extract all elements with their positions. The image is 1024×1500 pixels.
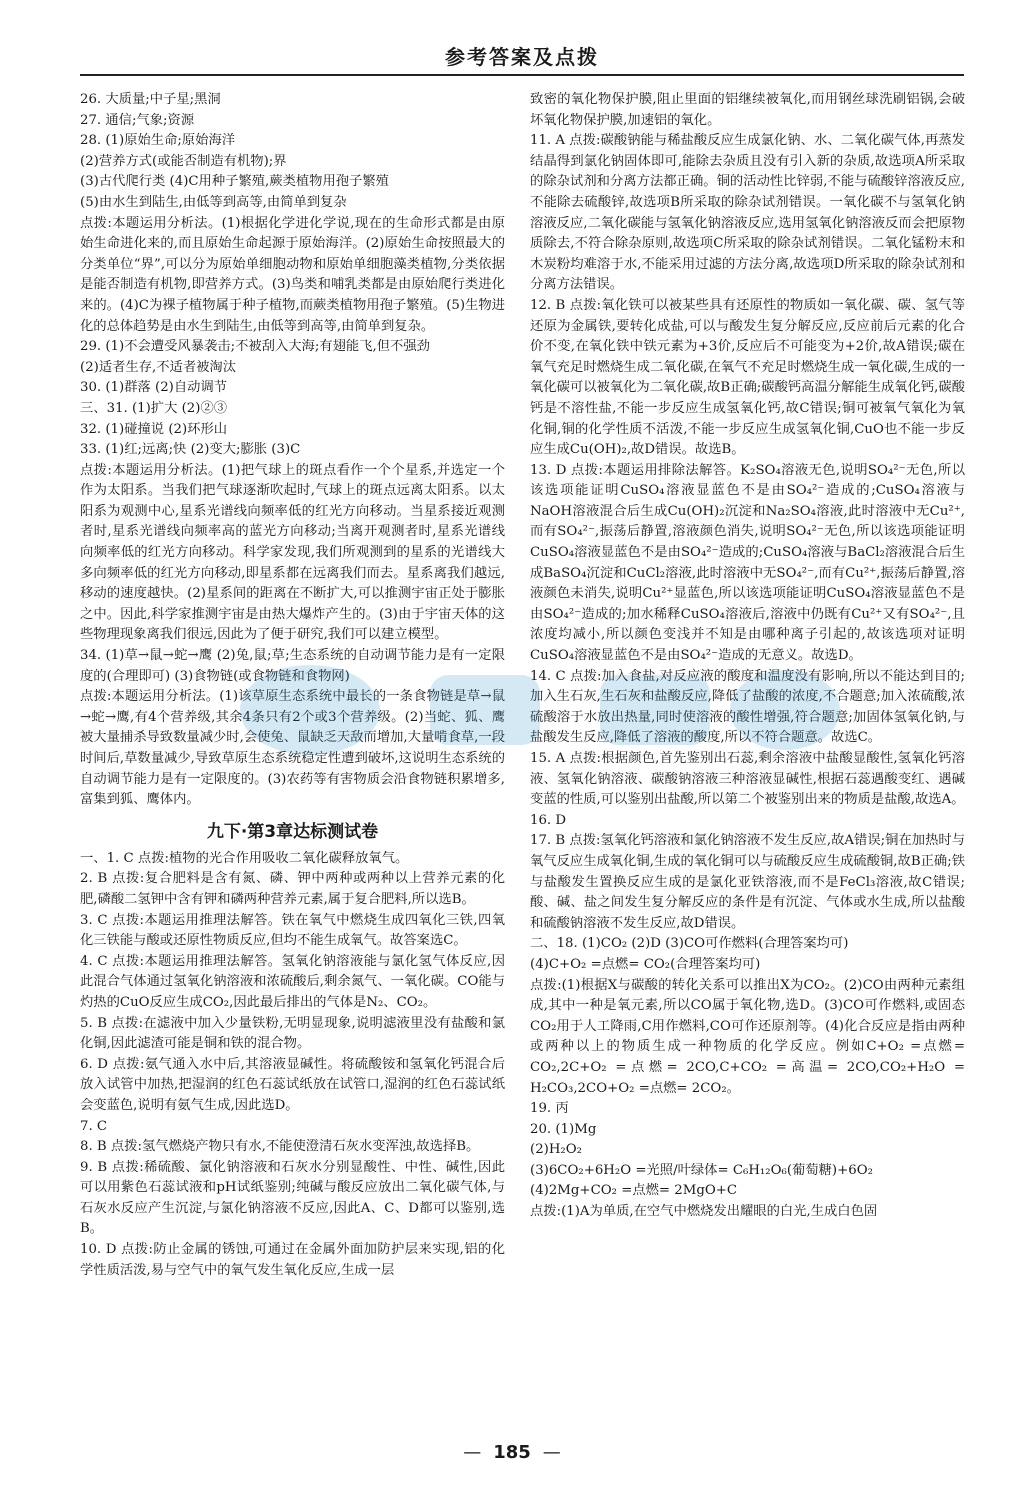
answer-line: 27. 通信;气象;资源 bbox=[80, 112, 195, 128]
answer-line: 一、1. C 点拨:植物的光合作用吸收二氧化碳释放氧气。 bbox=[80, 850, 409, 866]
answer-explanation: 点拨:本题运用分析法。(1)该草原生态系统中最长的一条食物链是草→鼠→蛇→鹰,有4个营养级,其余4条只有2个或3个营养级。(2)当蛇、狐、鹰被大量捕杀导致数量减少时,会使兔、鼠缺乏天敌而增加,大量啃食草,一段时间后,草数量减少,导致草原生态系统稳定性遭到破坏,这说明生态系统的自动调节能力是有一定限度的。(3)农药等有害物质会沿食物链积累增多,富集到狐、鹰体内。 bbox=[80, 689, 505, 808]
answer-line: 30. (1)群落 (2)自动调节 bbox=[80, 380, 228, 396]
answer-line: 15. A 点拨:根据颜色,首先鉴别出石蕊,剩余溶液中盐酸显酸性,氢氧化钙溶液、氢氧化钠溶液、碳酸钠溶液三种溶液显碱性,根据石蕊遇酸变红、遇碱变蓝的性质,可以鉴别出盐酸,所以第二个被鉴别出来的物质是盐酸,故选A。 bbox=[530, 751, 965, 808]
page-header bbox=[80, 40, 964, 76]
answer-explanation: 点拨:(1)根据X与碳酸的转化关系可以推出X为CO₂。(2)CO由两种元素组成,其中一种是氧元素,所以CO属于氧化物,选D。(3)CO可作燃料,或固态CO₂用于人工降雨,C用作燃料,CO可作还原剂等。(4)化合反应是指由两种或两种以上的物质生成一种物质的化学反应。例如C+O₂ =点燃= CO₂,2C+O₂ =点燃= 2CO,C+CO₂ =高温= 2CO,CO₂+H₂O = H₂CO₃,2CO+O₂ =点燃= 2CO₂。 bbox=[530, 977, 965, 1096]
answer-line: 三、31. (1)扩大 (2)②③ bbox=[80, 400, 228, 416]
answer-line: 14. C 点拨:加入食盐,对反应液的酸度和温度没有影响,所以不能达到目的;加入生石灰,生石灰和盐酸反应,降低了盐酸的浓度,不合题意;加入浓硫酸,浓硫酸溶于水放出热量,同时使溶液的酸性增强,符合题意;加固体氢氧化钠,与盐酸发生反应,降低了溶液的酸度,所以不符合题意。故选C。 bbox=[530, 668, 965, 746]
answer-line: 8. B 点拨:氢气燃烧产物只有水,不能使澄清石灰水变浑浊,故选择B。 bbox=[80, 1139, 480, 1155]
answer-line: 7. C bbox=[80, 1118, 108, 1134]
answer-line: 二、18. (1)CO₂ (2)D (3)CO可作燃料(合理答案均可) bbox=[530, 936, 849, 952]
section-title: 九下·第3章达标测试卷 bbox=[206, 821, 379, 842]
answer-line: 6. D 点拨:氨气通入水中后,其溶液显碱性。将硫酸铵和氢氧化钙混合后放入试管中加热,把湿润的红色石蕊试纸放在试管口,湿润的红色石蕊试纸会变蓝色,说明有氨气生成,因此选D。 bbox=[80, 1056, 505, 1113]
answer-line: 13. D 点拨:本题运用排除法解答。K₂SO₄溶液无色,说明SO₄²⁻无色,所以该选项能证明CuSO₄溶液显蓝色不是由SO₄²⁻造成的;CuSO₄溶液与NaOH溶液混合后生成Cu(OH)₂沉淀和Na₂SO₄溶液,此时溶液中无Cu²⁺,而有SO₄²⁻,振荡后静置,溶液颜色消失,说明SO₄²⁻无色,所以该选项能证明CuSO₄溶液显蓝色不是由SO₄²⁻造成的;CuSO₄溶液与BaCl₂溶液混合后生成BaSO₄沉淀和CuCl₂溶液,此时溶液中无SO₄²⁻,而有Cu²⁺,振荡后静置,溶液颜色未消失,说明Cu²⁺显蓝色,所以该选项能证明CuSO₄溶液显蓝色不是由SO₄²⁻造成的;加水稀释CuSO₄溶液后,溶液中仍既有Cu²⁺又有SO₄²⁻,且浓度均减小,所以颜色变浅并不知是由哪种离子引起的,故该选项对证明CuSO₄溶液显蓝色不是由SO₄²⁻造成的无意义。故选D。 bbox=[530, 462, 965, 664]
answer-line: 17. B 点拨:氢氧化钙溶液和氯化钠溶液不发生反应,故A错误;铜在加热时与氧气反应生成氧化铜,生成的氧化铜可以与硫酸反应生成硫酸铜,故B正确;铁与盐酸发生置换反应生成的是氯化亚铁溶液,而不是FeCl₃溶液,故C错误;酸、碱、盐之间发生复分解反应的条件是有沉淀、气体或水生成,所以盐酸和硫酸钠溶液不发生反应,故D错误。 bbox=[530, 833, 965, 931]
answer-line: (5)由水生到陆生,由低等到高等,由简单到复杂 bbox=[80, 194, 347, 210]
answer-line: (2)营养方式(或能否制造有机物);界 bbox=[80, 153, 287, 169]
answer-line: 32. (1)碰撞说 (2)环形山 bbox=[80, 421, 228, 437]
answer-line: 11. A 点拨:碳酸钠能与稀盐酸反应生成氯化钠、水、二氧化碳气体,再蒸发结晶得到氯化钠固体即可,能除去杂质且没有引入新的杂质,故选项A所采取的除杂试剂和分离方法都正确。铜的活动性比锌弱,不能与硫酸锌溶液反应,不能除去硫酸锌,故选项B所采取的除杂试剂错误。一氧化碳不与氢氧化钠溶液反应,二氧化碳能与氢氧化钠溶液反应,选用氢氧化钠溶液反而会把原物质除去,不符合除杂原则,故选项C所采取的除杂试剂错误。二氧化锰粉末和木炭粉均难溶于水,不能采用过滤的方法分离,故选项D所采取的除杂试剂和分离方法错误。 bbox=[530, 133, 965, 293]
answer-line: 点拨:(1)A为单质,在空气中燃烧发出耀眼的白光,生成白色固 bbox=[530, 1204, 878, 1220]
answer-line: (4)C+O₂ =点燃= CO₂(合理答案均可) bbox=[530, 956, 761, 972]
answer-line: 33. (1)红;远离;快 (2)变大;膨胀 (3)C bbox=[80, 442, 301, 458]
answer-line: (3)6CO₂+6H₂O =光照/叶绿体= C₆H₁₂O₆(葡萄糖)+6O₂ bbox=[530, 1162, 873, 1178]
answer-line: (4)2Mg+CO₂ =点燃= 2MgO+C bbox=[530, 1183, 738, 1199]
page-number: — 185 — bbox=[0, 1442, 1024, 1463]
answer-line: 3. C 点拨:本题运用推理法解答。铁在氧气中燃烧生成四氧化三铁,四氧化三铁能与酸或还原性物质反应,但均不能生成氧气。故答案选C。 bbox=[80, 912, 505, 949]
header-title: 参考答案及点拨 bbox=[445, 45, 599, 69]
answer-line: 5. B 点拨:在滤液中加入少量铁粉,无明显现象,说明滤液里没有盐酸和氯化铜,因此滤渣可能是铜和铁的混合物。 bbox=[80, 1015, 505, 1052]
answer-line: 34. (1)草→鼠→蛇→鹰 (2)兔,鼠;草;生态系统的自动调节能力是有一定限度的(合理即可) (3)食物链(或食物链和食物网) bbox=[80, 648, 505, 684]
answer-line: (2)H₂O₂ bbox=[530, 1142, 582, 1158]
answer-line: 19. 丙 bbox=[530, 1101, 569, 1117]
answer-line: 12. B 点拨:氧化铁可以被某些具有还原性的物质如一氧化碳、碳、氢气等还原为金属铁,要转化成盐,可以与酸发生复分解反应,反应前后元素的化合价不变,在氧化铁中铁元素为+3价,反应后不可能变为+2价,故A错误;碳在氧气充足时燃烧生成二氧化碳,在氧气不充足时燃烧生成一氧化碳,生成的一氧化碳可以被氧化为二氧化碳,故B正确;碳酸钙高温分解能生成氧化钙,碳酸钙是不溶性盐,不能一步反应生成氢氧化钙,故C错误;铜可被氧气氧化为氧化铜,铜的化学性质不活泼,不能一步反应生成氢氧化铜,CuO也不能一步反应生成Cu(OH)₂,故D错误。故选B。 bbox=[530, 297, 965, 458]
answer-line: (2)适者生存,不适者被淘汰 bbox=[80, 359, 237, 375]
left-column bbox=[80, 90, 505, 1281]
answer-line: 致密的氧化物保护膜,阻止里面的铝继续被氧化,而用钢丝球洗刷铝锅,会破坏氧化物保护膜,加速铝的氧化。 bbox=[530, 92, 965, 128]
answer-line: 9. B 点拨:稀硫酸、氯化钠溶液和石灰水分别显酸性、中性、碱性,因此可以用紫色石蕊试液和pH试纸鉴别;纯碱与酸反应放出二氧化碳气体,与石灰水反应产生沉淀,与氯化钠溶液不反应,因此A、C、D都可以鉴别,选B。 bbox=[80, 1159, 505, 1237]
answer-line: 4. C 点拨:本题运用推理法解答。氢氧化钠溶液能与氯化氢气体反应,因此混合气体通过氢氧化钠溶液和浓硫酸后,剩余氮气、一氧化碳。CO能与灼热的CuO反应生成CO₂,因此最后排出的气体是N₂、CO₂。 bbox=[80, 953, 505, 1010]
answer-line: 16. D bbox=[530, 812, 567, 828]
answer-line: 28. (1)原始生命;原始海洋 bbox=[80, 133, 236, 149]
answer-line: 29. (1)不会遭受风暴袭击;不被刮入大海;有翅能飞,但不强劲 bbox=[80, 339, 430, 355]
answer-explanation: 点拨:本题运用分析法。(1)把气球上的斑点看作一个个星系,并选定一个作为太阳系。当我们把气球逐渐吹起时,气球上的斑点远离太阳系。以太阳系为观测中心,星系光谱线向频率低的红光方向移动。当星系接近观测者时,星系光谱线向频率高的蓝光方向移动;当离开观测者时,星系光谱线向频率低的红光方向移动。科学家发现,我们所观测到的星系的光谱线大多向频率低的红光方向移动,即星系都在远离我们而去。星系离我们越远,移动的速度越快。(2)星系间的距离在不断扩大,可以推测宇宙正处于膨胀之中。因此,科学家推测宇宙是由热大爆炸产生的。(3)由于宇宙天体的这些物理现象离我们很远,因此为了便于研究,我们可以建立模型。 bbox=[80, 462, 505, 643]
answer-explanation: 点拨:本题运用分析法。(1)根据化学进化学说,现在的生命形式都是由原始生命进化来的,而且原始生命起源于原始海洋。(2)原始生命按照最大的分类单位“界”,可以分为原始单细胞动物和原始单细胞藻类植物,分类依据是能否制造有机物,即营养方式。(3)鸟类和哺乳类都是由原始爬行类进化来的。(4)C为裸子植物属于种子植物,而蕨类植物用孢子繁殖。(5)生物进化的总体趋势是由水生到陆生,由低等到高等,由简单到复杂。 bbox=[80, 215, 505, 334]
answer-line: 10. D 点拨:防止金属的锈蚀,可通过在金属外面加防护层来实现,铝的化学性质活泼,易与空气中的氧气发生氧化反应,生成一层 bbox=[80, 1242, 505, 1278]
answer-line: 20. (1)Mg bbox=[530, 1121, 597, 1137]
answer-line: 2. B 点拨:复合肥料是含有氮、磷、钾中两种或两种以上营养元素的化肥,磷酸二氢钾中含有钾和磷两种营养元素,属于复合肥料,所以选B。 bbox=[80, 871, 505, 907]
answer-line: (3)古代爬行类 (4)C用种子繁殖,蕨类植物用孢子繁殖 bbox=[80, 174, 389, 190]
right-column bbox=[530, 90, 965, 1223]
answer-line: 26. 大质量;中子星;黑洞 bbox=[80, 92, 221, 107]
